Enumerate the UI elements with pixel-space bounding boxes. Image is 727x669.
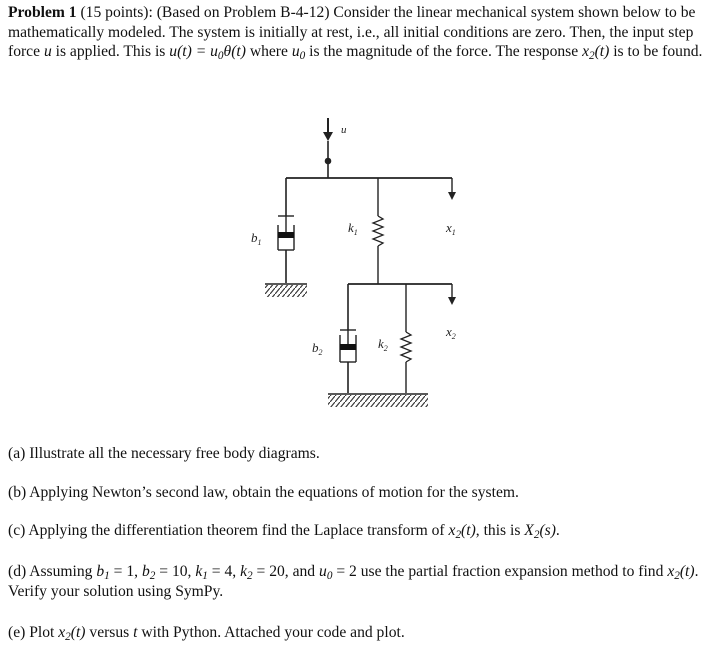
input-force-arrow [323,118,333,141]
label-k1: $k_1$ [348,220,358,237]
question-d: (d) Assuming $b_1 = 1$, $b_2 = 10$, $k_1 = 4$, $k_2 = 20$, and $u_0 = 2$ use the partial fraction expansion method to find $x_2(t)$. Verify your solution using SymPy. [8,563,699,600]
label-b1: $b_1$ [251,230,262,247]
label-u: u [341,124,347,136]
statement-part-5: is to be found. [609,43,703,61]
x2-displacement-arrow [448,284,456,305]
var-u: u [43,43,52,61]
label-b2: $b_2$ [312,340,323,357]
problem-heading: Problem 1 [8,4,77,21]
var-u0: $u_0$ [291,43,306,62]
question-c: (c) Applying the differentiation theorem find the Laplace transform of $x_2(t)$, this is $X_2(s)$. [8,522,560,541]
problem-points: (15 points): [80,4,153,21]
question-a: (a) Illustrate all the necessary free body diagrams. [8,445,320,462]
damper-b1 [278,178,294,283]
damper-b2 [340,284,356,393]
statement-part-4: is the magnitude of the force. The response [305,43,583,61]
ground-b1 [265,284,307,297]
question-b: (b) Applying Newton’s second law, obtain the equations of motion for the system. [8,484,519,501]
spring-k2 [401,284,411,393]
input-equation: $u(t) = u_0\theta(t)$ [169,43,246,62]
label-x2: $x_2$ [446,324,456,341]
statement-part-1: (Based on Problem B-4-12) Consider the linear mechanical system shown below to be mathematically modeled. The system is initially at rest, i.e., all initial conditions are zero. Then, the input step force [8,4,696,61]
x1-displacement-arrow [448,178,456,200]
var-x2: $x_2(t)$ [582,43,610,62]
question-e: (e) Plot $x_2(t)$ versus t with Python. Attached your code and plot. [8,624,405,643]
spring-k1 [373,178,383,284]
label-x1: $x_1$ [446,220,456,237]
statement-part-3: where [245,43,292,61]
statement-part-2: is applied. This is [51,43,170,61]
label-k2: $k_2$ [378,336,388,353]
ground-lower [328,394,428,407]
